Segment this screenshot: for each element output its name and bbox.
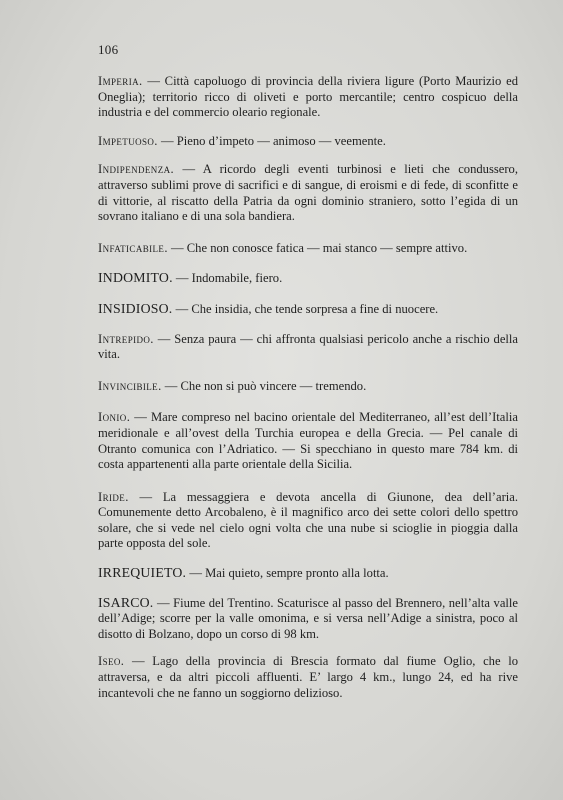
- entry-ionio: [98, 410, 518, 472]
- entry-definition: — La messaggiera e devota ancella di Giunone, dea dell’aria. Comunemente detto Arcobaleno, è il magnifico arco dei sette colori dello spettro solare, che si vede nel cielo ogni volta che una nube si scioglie in pioggia dalla parte opposta del sole.: [98, 489, 518, 551]
- entry-term: ISARCO.: [98, 594, 154, 610]
- entry-term: Invincibile.: [98, 378, 162, 393]
- entry-definition: — Mai quieto, sempre pronto alla lotta.: [186, 566, 389, 581]
- glossary-entries: [98, 74, 518, 701]
- entry-definition: — Indomabile, fiero.: [172, 271, 283, 286]
- page-number: 106: [98, 42, 119, 57]
- entry-term: Intrepido.: [98, 331, 154, 346]
- entry-term: INSIDIOSO.: [98, 300, 173, 316]
- entry-term: Impetuoso.: [98, 133, 158, 148]
- entry-term: Infaticabile.: [98, 240, 168, 255]
- entry-isarco: [98, 595, 518, 643]
- entry-definition: — Fiume del Trentino. Scaturisce al passo del Brennero, nell’alta valle dell’Adige; scorre per la valle omonima, e si versa nell’Adige a sinistra, poco al disotto di Bolzano, dopo un corso di 98 km.: [98, 595, 518, 641]
- entry-definition: — Pieno d’impeto — animoso — veemente.: [157, 133, 386, 148]
- entry-intrepido: [98, 332, 518, 363]
- entry-impetuoso: [98, 134, 518, 150]
- entry-term: INDOMITO.: [98, 270, 173, 286]
- entry-definition: — Mare compreso nel bacino orientale del Mediterraneo, all’est dell’Italia meridionale e all’ovest della Turchia europea e della Grecia. — Pel canale di Otranto comunica con l’Adriatico. — Si specchiano in questo mare 784 km. di costa appartenenti alla parte orientale della Sicilia.: [98, 410, 518, 472]
- entry-term: Iride.: [98, 489, 129, 504]
- entry-infaticabile: [98, 241, 518, 257]
- entry-irrequieto: [98, 565, 518, 582]
- entry-term: Iseo.: [98, 654, 125, 669]
- entry-definition: — Lago della provincia di Brescia formato dal fiume Oglio, che lo attraversa, e da altri piccoli affluenti. E’ largo 4 km., lungo 24, ed ha rive incantevoli che ne fanno un soggiorno delizioso.: [98, 654, 518, 700]
- entry-invincibile: [98, 379, 518, 395]
- entry-term: Indipendenza.: [98, 162, 175, 177]
- entry-term: Imperia.: [98, 74, 143, 88]
- entry-definition: — Che non conosce fatica — mai stanco — sempre attivo.: [167, 240, 468, 255]
- entry-insidioso: [98, 301, 518, 318]
- entry-definition: — Senza paura — chi affronta qualsiasi pericolo anche a rischio della vita.: [98, 331, 518, 362]
- entry-iride: [98, 490, 518, 552]
- entry-imperia: [98, 74, 518, 121]
- entry-term: Ionio.: [98, 410, 131, 425]
- entry-indipendenza: [98, 162, 518, 224]
- entry-indomito: [98, 270, 518, 287]
- entry-definition: — Città capoluogo di provincia della riviera ligure (Porto Maurizio ed Oneglia); territorio ricco di oliveti e porto mercantile; centro cospicuo della industria e del commercio oleario regionale.: [98, 74, 518, 120]
- entry-definition: — Che non si può vincere — tremendo.: [161, 378, 367, 393]
- entry-term: IRREQUIETO.: [98, 565, 187, 581]
- entry-iseo: [98, 654, 518, 701]
- entry-definition: — Che insidia, che tende sorpresa a fine di nuocere.: [172, 301, 439, 316]
- entry-definition: — A ricordo degli eventi turbinosi e lieti che condussero, attraverso sublimi prove di sacrifici e di sangue, di eroismi e di fede, di sconfitte e di vittorie, al riscatto della Patria da ogni dominio straniero, sotto l’egida di un sovrano italiano e di una sola bandiera.: [98, 162, 518, 224]
